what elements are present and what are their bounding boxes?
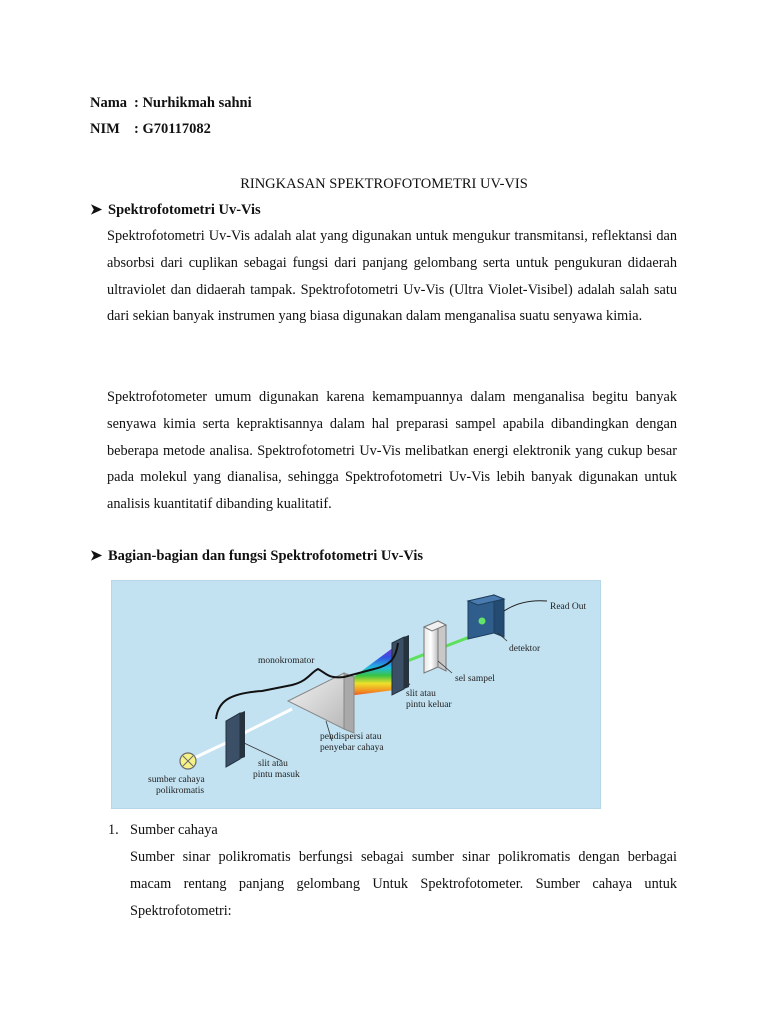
label-sumber-1: sumber cahaya [148, 775, 205, 785]
arrow-bullet-icon: ➤ [90, 548, 103, 564]
section2-heading-text: Bagian-bagian dan fungsi Spektrofotometri Uv-Vis [108, 548, 424, 564]
label-pendispersi-1: pendispersi atau [320, 732, 382, 742]
list-item-title: Sumber cahaya [130, 822, 218, 838]
beam-source [192, 741, 230, 759]
label-slit-masuk-2: pintu masuk [253, 770, 300, 780]
section2-heading [90, 548, 423, 565]
list-item-text: Sumber sinar polikromatis berfungsi sebagai sumber sinar polikromatis dengan berbagai macam rentang panjang gelombang Untuk Spektrofotometer. Sumber cahaya untuk Spektrofotometri: [130, 849, 677, 919]
label-monokromator: monokromator [258, 656, 315, 666]
detector-window [479, 618, 486, 625]
entrance-slit-icon [226, 713, 240, 767]
arrow-bullet-icon: ➤ [90, 202, 103, 218]
name-label: Nama [90, 95, 128, 111]
label-detektor: detektor [509, 644, 541, 654]
nim-value: : G70117082 [134, 121, 211, 137]
section1-heading-text: Spektrofotometri Uv-Vis [108, 202, 261, 218]
prism-icon [288, 673, 344, 729]
label-sel-sampel: sel sampel [455, 674, 495, 684]
label-sumber-2: polikromatis [156, 786, 205, 796]
nim-line [90, 121, 211, 138]
spectrophotometer-diagram [111, 580, 601, 809]
section1-paragraph1: Spektrofotometri Uv-Vis adalah alat yang digunakan untuk mengukur transmitansi, reflektansi dan absorbsi dari cuplikan sebagai fungsi dari panjang gelombang serta untuk pengukuran didaerah ultraviolet dan didaerah tampak. Spektrofotometri Uv-Vis (Ultra Violet-Visibel) adalah salah satu dari sekian banyak instrumen yang biasa digunakan dalam menganalisa suatu senyawa kimia. [107, 228, 677, 325]
label-pendispersi-2: penyebar cahaya [320, 743, 384, 753]
label-slit-masuk-1: slit atau [258, 759, 288, 769]
section1-heading [90, 202, 261, 219]
document-title: RINGKASAN SPEKTROFOTOMETRI UV-VIS [240, 176, 528, 192]
name-value: : Nurhikmah sahni [134, 95, 252, 111]
label-slit-keluar-2: pintu keluar [406, 700, 452, 710]
diagram-svg [112, 581, 600, 808]
list-item-number: 1. [108, 822, 119, 838]
label-slit-keluar-1: slit atau [406, 689, 436, 699]
readout-wire [504, 601, 547, 611]
name-line [90, 95, 252, 112]
nim-label: NIM [90, 121, 120, 137]
label-read-out: Read Out [550, 602, 587, 612]
section1-paragraph2: Spektrofotometer umum digunakan karena kemampuannya dalam menganalisa begitu banyak senyawa kimia serta kepraktisannya dalam hal preparasi sampel apabila dibandingkan dengan beberapa metode analisa. Spektrofotometri Uv-Vis melibatkan energi elektronik yang cukup besar pada molekul yang dianalisa, sehingga Spektrofotometri Uv-Vis lebih banyak digunakan untuk analisis kuantitatif dibanding kualitatif. [107, 389, 677, 513]
